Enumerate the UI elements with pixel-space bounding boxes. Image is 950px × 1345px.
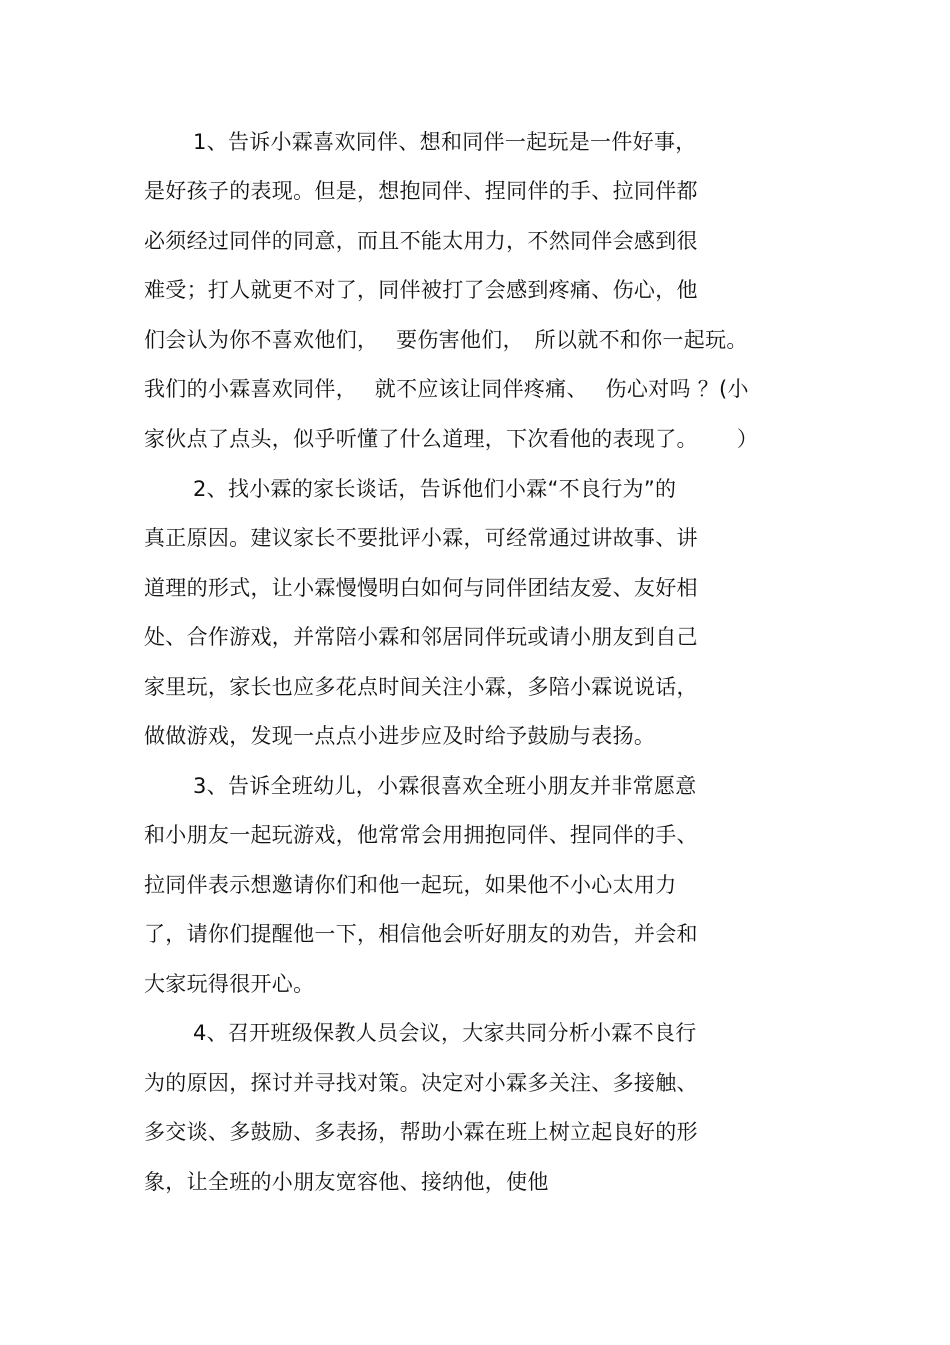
text-line: 难受；打人就更不对了，同伴被打了会感到疼痛、伤心，他 [144, 278, 698, 302]
text-line: 我们的小霖喜欢同伴， 就不应该让同伴疼痛、 伤心对吗 ？(小 [144, 377, 749, 401]
text-line: 是好孩子的表现。但是，想抱同伴、捏同伴的手、拉同伴都 [144, 179, 698, 203]
text-line: 们会认为你不喜欢他们， 要伤害他们， 所以就不和你一起玩。 [144, 328, 748, 352]
text-line: 拉同伴表示想邀请你们和他一起玩，如果他不小心太用力 [144, 873, 677, 897]
text-line: 做做游戏，发现一点点小进步应及时给予鼓励与表扬。 [144, 724, 656, 748]
text-line: 家伙点了点头，似乎听懂了什么道理，下次看他的表现了。 ） [144, 427, 759, 451]
text-line: 3、告诉全班幼儿，小霖很喜欢全班小朋友并非常愿意 [193, 774, 697, 798]
text-line: 象，让全班的小朋友宽容他、接纳他，使他 [144, 1170, 549, 1194]
text-line: 大家玩得很开心。 [144, 972, 315, 996]
text-line: 4、召开班级保教人员会议，大家共同分析小霖不良行 [193, 1021, 697, 1045]
text-line: 为的原因，探讨并寻找对策。决定对小霖多关注、多接触、 [144, 1071, 698, 1095]
text-line: 道理的形式，让小霖慢慢明白如何与同伴团结友爱、友好相 [144, 576, 698, 600]
text-line: 2、找小霖的家长谈话，告诉他们小霖“不良行为”的 [193, 477, 677, 501]
text-line: 1、告诉小霖喜欢同伴、想和同伴一起玩是一件好事， [193, 130, 697, 154]
text-line: 处、合作游戏，并常陪小霖和邻居同伴玩或请小朋友到自己 [144, 625, 698, 649]
text-line: 家里玩，家长也应多花点时间关注小霖，多陪小霖说说话， [144, 675, 698, 699]
text-line: 多交谈、多鼓励、多表扬，帮助小霖在班上树立起良好的形 [144, 1120, 698, 1144]
text-line: 真正原因。建议家长不要批评小霖，可经常通过讲故事、讲 [144, 526, 698, 550]
text-line: 必须经过同伴的同意，而且不能太用力，不然同伴会感到很 [144, 229, 698, 253]
text-line: 了，请你们提醒他一下，相信他会听好朋友的劝告，并会和 [144, 922, 698, 946]
text-line: 和小朋友一起玩游戏，他常常会用拥抱同伴、捏同伴的手、 [144, 823, 698, 847]
